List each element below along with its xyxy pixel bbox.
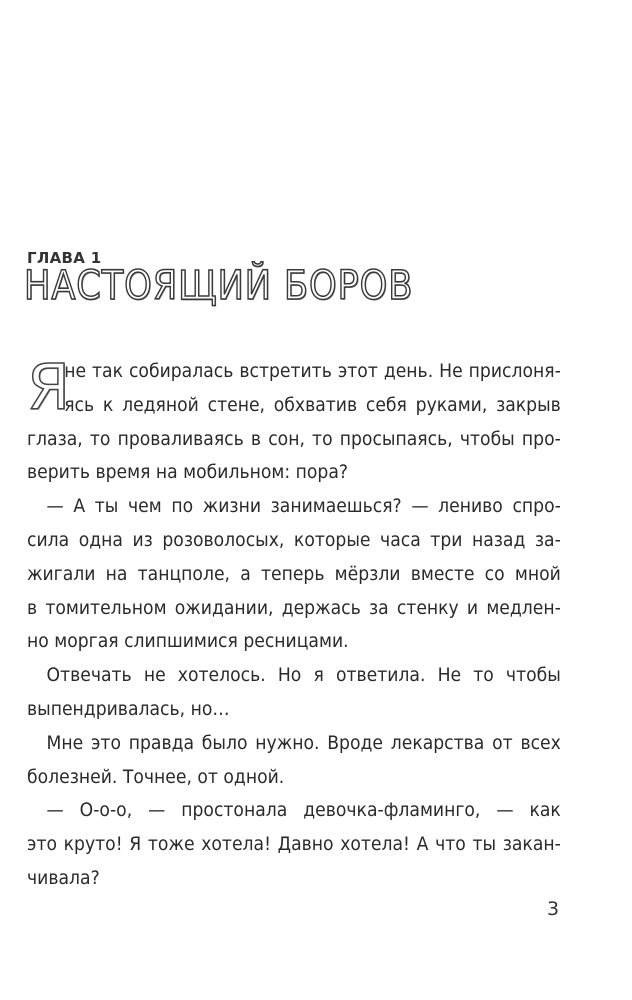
- text-line: это круто! Я тоже хотела! Давно хотела! А что ты закан-: [27, 834, 561, 856]
- text-line: Отвечать не хотелось. Но я ответила. Не то чтобы: [46, 665, 561, 687]
- chapter-title: НАСТОЯЩИЙ БОРОВ: [24, 263, 414, 309]
- text-line: болезней. Точнее, от одной.: [27, 766, 285, 788]
- text-line: глаза, то проваливаясь в сон, то просыпаясь, чтобы про-: [27, 428, 561, 450]
- text-line: ясь к ледяной стене, обхватив себя руками, закрыв: [64, 394, 561, 416]
- text-line: верить время на мобильном: пора?: [27, 462, 348, 484]
- chapter-label: ГЛАВА 1: [27, 249, 102, 267]
- text-line: не так собиралась встретить этот день. Не прислоня-: [64, 361, 561, 382]
- text-line: — А ты чем по жизни занимаешься? — лениво спро-: [46, 496, 561, 518]
- text-line: сила одна из розоволосых, которые часа три назад за-: [27, 529, 561, 551]
- text-line: — О-о-о, — простонала девочка-фламинго, — как: [46, 800, 561, 822]
- text-line: выпендривалась, но…: [27, 698, 230, 720]
- text-line: чивала?: [27, 867, 100, 889]
- drop-cap: Я: [27, 351, 71, 424]
- text-line: но моргая слипшимися ресницами.: [27, 631, 349, 653]
- page-number: 3: [547, 898, 560, 920]
- text-line: Мне это правда было нужно. Вроде лекарства от всех: [46, 732, 561, 754]
- text-line: в томительном ожидании, держась за стенку и медлен-: [27, 597, 561, 619]
- text-line: жигали на танцполе, а теперь мёрзли вместе со мной: [27, 563, 561, 585]
- body-text: [27, 351, 561, 896]
